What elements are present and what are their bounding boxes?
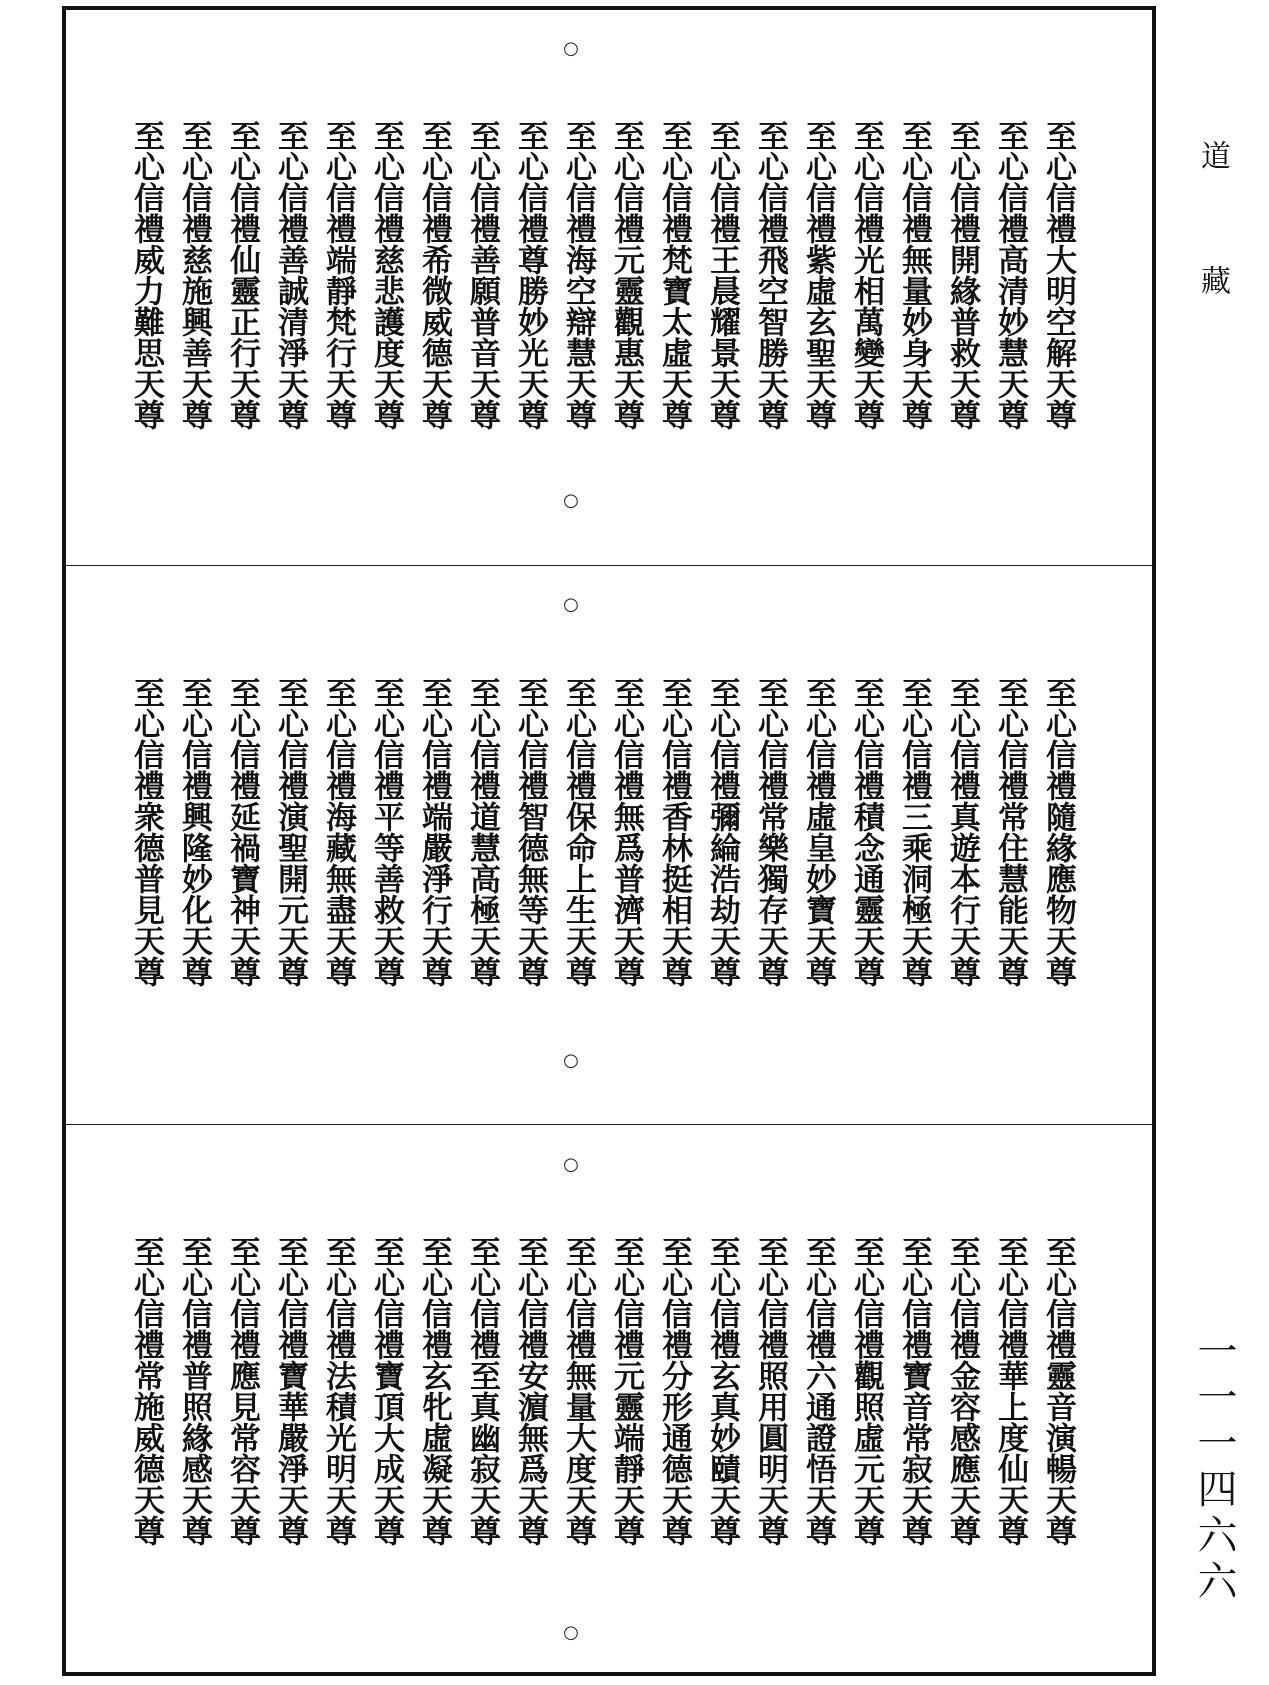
circle-marker: ○ bbox=[563, 1050, 579, 1071]
text-column: 至心信禮延禍寶神天尊 bbox=[224, 677, 260, 987]
column-group bbox=[122, 1236, 1082, 1546]
text-column: 至心信禮元靈端靜天尊 bbox=[608, 1236, 644, 1546]
text-column: 至心信禮仙靈正行天尊 bbox=[224, 120, 260, 430]
text-column: 至心信禮演聖開元天尊 bbox=[272, 677, 308, 987]
text-column: 至心信禮光相萬變天尊 bbox=[848, 120, 884, 430]
text-column: 至心信禮興隆妙化天尊 bbox=[176, 677, 212, 987]
circle-marker: ○ bbox=[563, 1622, 579, 1643]
text-column: 至心信禮寶頂大成天尊 bbox=[368, 1236, 404, 1546]
text-column: 至心信禮常樂獨存天尊 bbox=[752, 677, 788, 987]
text-column: 至心信禮寶華嚴淨天尊 bbox=[272, 1236, 308, 1546]
text-column: 至心信禮開緣普救天尊 bbox=[944, 120, 980, 430]
text-column: 至心信禮端靜梵行天尊 bbox=[320, 120, 356, 430]
text-column: 至心信禮普照緣感天尊 bbox=[176, 1236, 212, 1546]
text-column: 至心信禮梵寶太虛天尊 bbox=[656, 120, 692, 430]
text-column: 至心信禮三乘洞極天尊 bbox=[896, 677, 932, 987]
text-column: 至心信禮安濵無爲天尊 bbox=[512, 1236, 548, 1546]
text-column: 至心信禮香林挺相天尊 bbox=[656, 677, 692, 987]
text-column: 至心信禮觀照虛元天尊 bbox=[848, 1236, 884, 1546]
text-column: 至心信禮至真幽寂天尊 bbox=[464, 1236, 500, 1546]
text-column: 至心信禮無爲普濟天尊 bbox=[608, 677, 644, 987]
text-column: 至心信禮無量妙身天尊 bbox=[896, 120, 932, 430]
text-column: 至心信禮海空辯慧天尊 bbox=[560, 120, 596, 430]
text-column: 至心信禮玄牝虛凝天尊 bbox=[416, 1236, 452, 1546]
text-column: 至心信禮金容感應天尊 bbox=[944, 1236, 980, 1546]
text-column: 至心信禮紫虛玄聖天尊 bbox=[800, 120, 836, 430]
text-column: 至心信禮無量大度天尊 bbox=[560, 1236, 596, 1546]
text-column: 至心信禮慈施興善天尊 bbox=[176, 120, 212, 430]
page-number: 一一一四六六 bbox=[1191, 1330, 1237, 1606]
text-column: 至心信禮常施威德天尊 bbox=[128, 1236, 164, 1546]
text-panel-2 bbox=[66, 567, 1152, 1126]
text-column: 至心信禮威力難思天尊 bbox=[128, 120, 164, 430]
text-column: 至心信禮玄真妙賾天尊 bbox=[704, 1236, 740, 1546]
text-column: 至心信禮隨緣應物天尊 bbox=[1040, 677, 1076, 987]
text-column: 至心信禮飛空智勝天尊 bbox=[752, 120, 788, 430]
text-column: 至心信禮常住慧能天尊 bbox=[992, 677, 1028, 987]
text-column: 至心信禮端嚴淨行天尊 bbox=[416, 677, 452, 987]
text-column: 至心信禮照用圓明天尊 bbox=[752, 1236, 788, 1546]
text-column: 至心信禮保命上生天尊 bbox=[560, 677, 596, 987]
text-column: 至心信禮六通證悟天尊 bbox=[800, 1236, 836, 1546]
margin-title-dao: 道 bbox=[1195, 140, 1230, 170]
circle-marker: ○ bbox=[563, 594, 579, 615]
text-column: 至心信禮王晨耀景天尊 bbox=[704, 120, 740, 430]
text-column: 至心信禮彌綸浩劫天尊 bbox=[704, 677, 740, 987]
column-group bbox=[122, 120, 1082, 430]
circle-marker: ○ bbox=[563, 490, 579, 511]
text-column: 至心信禮分形通德天尊 bbox=[656, 1236, 692, 1546]
text-column: 至心信禮善願普音天尊 bbox=[464, 120, 500, 430]
circle-marker: ○ bbox=[563, 1154, 579, 1175]
text-column: 至心信禮華上度仙天尊 bbox=[992, 1236, 1028, 1546]
text-column: 至心信禮智德無等天尊 bbox=[512, 677, 548, 987]
text-column: 至心信禮道慧高極天尊 bbox=[464, 677, 500, 987]
text-column: 至心信禮慈悲護度天尊 bbox=[368, 120, 404, 430]
text-column: 至心信禮大明空解天尊 bbox=[1040, 120, 1076, 430]
text-column: 至心信禮靈音演暢天尊 bbox=[1040, 1236, 1076, 1546]
text-column: 至心信禮衆德普見天尊 bbox=[128, 677, 164, 987]
margin-title-zang: 藏 bbox=[1195, 265, 1230, 295]
circle-marker: ○ bbox=[563, 38, 579, 59]
text-column: 至心信禮虛皇妙寶天尊 bbox=[800, 677, 836, 987]
text-panel-1 bbox=[66, 10, 1152, 569]
column-group bbox=[122, 677, 1082, 987]
text-column: 至心信禮積念通靈天尊 bbox=[848, 677, 884, 987]
text-column: 至心信禮高清妙慧天尊 bbox=[992, 120, 1028, 430]
text-column: 至心信禮元靈觀惠天尊 bbox=[608, 120, 644, 430]
text-column: 至心信禮希微威德天尊 bbox=[416, 120, 452, 430]
text-column: 至心信禮海藏無盡天尊 bbox=[320, 677, 356, 987]
text-column: 至心信禮寶音常寂天尊 bbox=[896, 1236, 932, 1546]
text-column: 至心信禮尊勝妙光天尊 bbox=[512, 120, 548, 430]
text-column: 至心信禮法積光明天尊 bbox=[320, 1236, 356, 1546]
text-column: 至心信禮應見常容天尊 bbox=[224, 1236, 260, 1546]
text-column: 至心信禮善誠清淨天尊 bbox=[272, 120, 308, 430]
text-column: 至心信禮真遊本行天尊 bbox=[944, 677, 980, 987]
text-panel-3 bbox=[66, 1126, 1152, 1685]
text-column: 至心信禮平等善救天尊 bbox=[368, 677, 404, 987]
page-frame bbox=[62, 6, 1156, 1676]
